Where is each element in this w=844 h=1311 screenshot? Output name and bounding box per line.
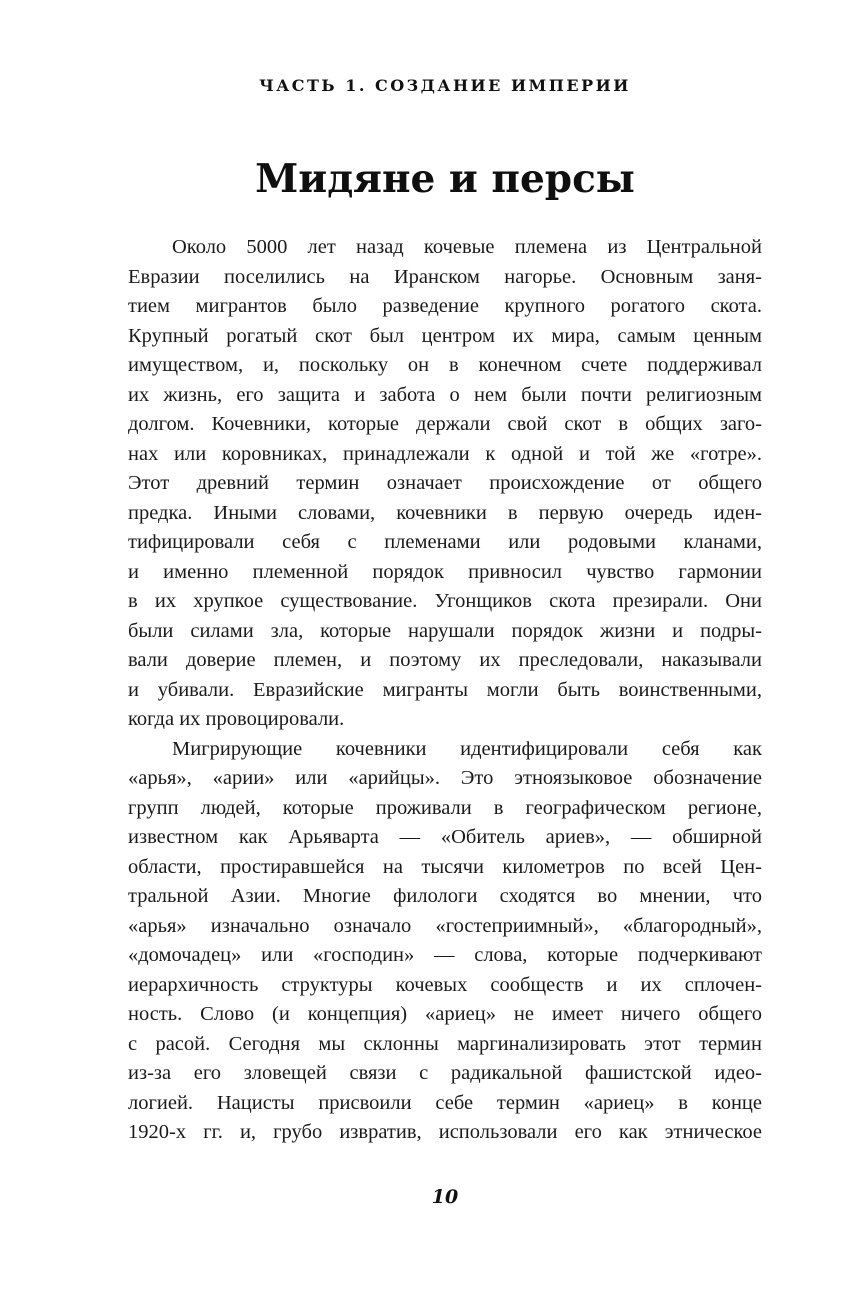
text-line: «арья», «арии» или «арийцы». Это этноязыковое обозначение (128, 767, 762, 789)
paragraph (128, 735, 762, 1148)
text-line: из-за его зловещей связи с радикальной фашистской идео- (128, 1062, 762, 1084)
text-line: и убивали. Евразийские мигранты могли быть воинственными, (128, 678, 762, 701)
text-line: «домочадец» или «господин» — слова, которые подчеркивают (128, 944, 762, 966)
text-line: тральной Азии. Многие филологи сходятся во мнении, что (128, 885, 762, 907)
text-line: Мигрирующие кочевники идентифицировали себя как (172, 737, 762, 760)
text-line: Этот древний термин означает происхождение от общего (128, 472, 762, 494)
text-line: Крупный рогатый скот был центром их мира, самым ценным (128, 324, 762, 347)
text-line: с расой. Сегодня мы склонны маргинализировать этот термин (128, 1032, 762, 1055)
text-line: логией. Нацисты присвоили себе термин «ариец» в конце (128, 1091, 762, 1114)
text-line: известном как Арьяварта — «Обитель ариев», — обширной (128, 826, 762, 848)
text-line: «арья» изначально означало «гостеприимный», «благородный», (128, 914, 762, 937)
text-line: групп людей, которые проживали в географическом регионе, (128, 796, 762, 819)
text-line: в их хрупкое существование. Угонщиков скота презирали. Они (128, 590, 762, 612)
text-line: имуществом, и, поскольку он в конечном счете поддерживал (128, 354, 762, 376)
chapter-title: Мидяне и персы (255, 156, 635, 202)
text-line: иерархичность структуры кочевых сообществ и их сплочен- (128, 973, 762, 996)
body-text-column (128, 233, 762, 1148)
text-line: Евразии поселились на Иранском нагорье. Основным заня- (128, 265, 762, 288)
text-line: тием мигрантов было разведение крупного рогатого скота. (128, 295, 762, 317)
text-line: предка. Иными словами, кочевники в первую очередь иден- (128, 501, 762, 524)
text-line: долгом. Кочевники, которые держали свой скот в общих заго- (128, 413, 762, 435)
paragraph (128, 233, 762, 735)
text-line: нах или коровниках, принадлежали к одной и той же «готре». (128, 442, 762, 465)
text-line: 1920-х гг. и, грубо извратив, использовали его как этническое (128, 1121, 762, 1143)
text-line: тифицировали себя с племенами или родовыми кланами, (128, 531, 762, 553)
text-line: Около 5000 лет назад кочевые племена из Центральной (172, 236, 762, 258)
text-line: были силами зла, которые нарушали порядок жизни и подры- (128, 619, 762, 642)
text-line: области, простиравшейся на тысячи километров по всей Цен- (128, 855, 762, 878)
running-head: ЧАСТЬ 1. СОЗДАНИЕ ИМПЕРИИ (259, 76, 631, 95)
text-line: их жизнь, его защита и забота о нем были почти религиозным (128, 383, 762, 406)
text-line: и именно племенной порядок привносил чувство гармонии (128, 560, 762, 583)
text-line: когда их провоцировали. (128, 708, 345, 730)
text-line: вали доверие племен, и поэтому их преследовали, наказывали (128, 649, 762, 671)
text-line: ность. Слово (и концепция) «ариец» не имеет ничего общего (128, 1003, 762, 1025)
page-number: 10 (431, 1186, 459, 1208)
